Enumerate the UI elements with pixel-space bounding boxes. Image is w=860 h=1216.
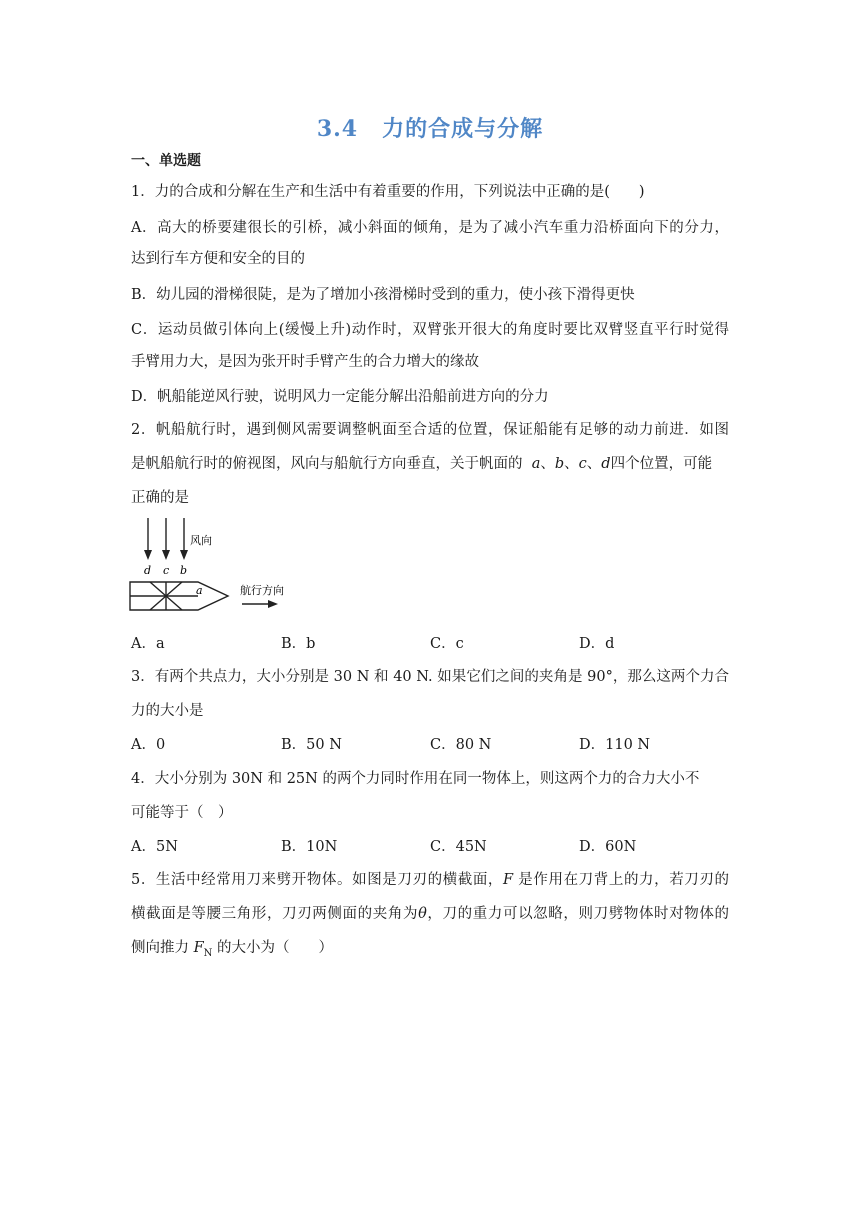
q1-option-d: D．帆船能逆风行驶，说明风力一定能分解出沿船前进方向的分力 — [131, 389, 549, 405]
q2-stem-line1: 2．帆船航行时，遇到侧风需要调整帆面至合适的位置，保证船能有足够的动力前进．如图 — [131, 422, 729, 438]
q4-option-b[interactable]: B．10N — [281, 839, 338, 855]
q5-stem-line3: 侧向推力 $F_N$ 的大小为（ ） — [131, 940, 334, 959]
q2-option-b[interactable]: B．b — [281, 636, 316, 652]
q1-stem: 1．力的合成和分解在生产和生活中有着重要的作用，下列说法中正确的是( ) — [131, 184, 645, 200]
q2-var-b: b — [554, 456, 565, 472]
q5-var-F: F — [503, 872, 514, 888]
direction-arrowhead — [268, 600, 278, 608]
q2-stem-line3: 正确的是 — [131, 490, 189, 506]
label-a: a — [196, 584, 203, 597]
q2-option-d[interactable]: D．d — [579, 636, 615, 652]
wind-arrowhead-1 — [144, 550, 152, 560]
sailboat-diagram — [128, 514, 288, 614]
q1-option-c-line2: 手臂用力大，是因为张开时手臂产生的合力增大的缘故 — [131, 354, 479, 370]
q3-stem-line1: 3．有两个共点力，大小分别是 30 N 和 40 N. 如果它们之间的夹角是 90°，那么这两个力合 — [131, 669, 729, 685]
direction-label: 航行方向 — [240, 584, 284, 597]
q2-stem-line2-post: 四个位置，可能 — [610, 456, 713, 472]
q5-stem-line1: 5．生活中经常用刀来劈开物体。如图是刀刃的横截面，F 是作用在刀背上的力，若刀刃的 — [131, 872, 729, 888]
q2-stem-line2: 是帆船航行时的俯视图，风向与船航行方向垂直，关于帆面的 a、b、c、d四个位置，可能 — [131, 456, 713, 472]
q4-option-d[interactable]: D．60N — [579, 839, 637, 855]
q2-stem-line2-pre: 是帆船航行时的俯视图，风向与船航行方向垂直，关于帆面的 — [131, 456, 523, 472]
q3-option-a[interactable]: A．0 — [131, 737, 166, 753]
wind-arrowhead-3 — [180, 550, 188, 560]
q4-option-c[interactable]: C．45N — [430, 839, 487, 855]
q1-option-b: B．幼儿园的滑梯很陡，是为了增加小孩滑梯时受到的重力，使小孩下滑得更快 — [131, 287, 635, 303]
wind-arrowhead-2 — [162, 550, 170, 560]
section-heading: 一、单选题 — [131, 153, 201, 169]
q2-var-c: c — [578, 456, 587, 472]
q5-subscript-N: N — [203, 947, 213, 959]
wind-label: 风向 — [190, 534, 212, 547]
q4-stem-line1: 4．大小分别为 30N 和 25N 的两个力同时作用在同一物体上，则这两个力的合力大小不 — [131, 771, 700, 787]
q2-option-a[interactable]: A．a — [131, 636, 165, 652]
q2-var-a: a — [531, 456, 541, 472]
q5-stem-line2: 横截面是等腰三角形，刀刃两侧面的夹角为θ，刀的重力可以忽略，则刀劈物体时对物体的 — [131, 906, 729, 922]
q3-option-c[interactable]: C．80 N — [430, 737, 492, 753]
q5-var-FN: F — [193, 940, 204, 956]
q3-option-b[interactable]: B．50 N — [281, 737, 342, 753]
q3-option-d[interactable]: D．110 N — [579, 737, 651, 753]
q2-var-d: d — [601, 456, 611, 472]
label-c: c — [163, 564, 170, 577]
q1-option-a-line2: 达到行车方便和安全的目的 — [131, 251, 305, 267]
label-b: b — [180, 564, 188, 577]
q4-stem-line2: 可能等于（ ） — [131, 805, 233, 821]
q1-option-a-line1: A．高大的桥要建很长的引桥，减小斜面的倾角，是为了减小汽车重力沿桥面向下的分力， — [131, 220, 729, 236]
label-d: d — [144, 564, 152, 577]
q1-option-c-line1: C．运动员做引体向上(缓慢上升)动作时，双臂张开很大的角度时要比双臂竖直平行时觉得 — [131, 322, 729, 338]
q2-option-c[interactable]: C．c — [430, 636, 464, 652]
title-number: 3.4 — [316, 116, 359, 142]
q4-option-a[interactable]: A．5N — [131, 839, 178, 855]
q5-var-theta: θ — [418, 906, 427, 922]
q3-stem-line2: 力的大小是 — [131, 703, 204, 719]
title-text: 力的合成与分解 — [382, 116, 544, 142]
page-title — [0, 112, 860, 143]
